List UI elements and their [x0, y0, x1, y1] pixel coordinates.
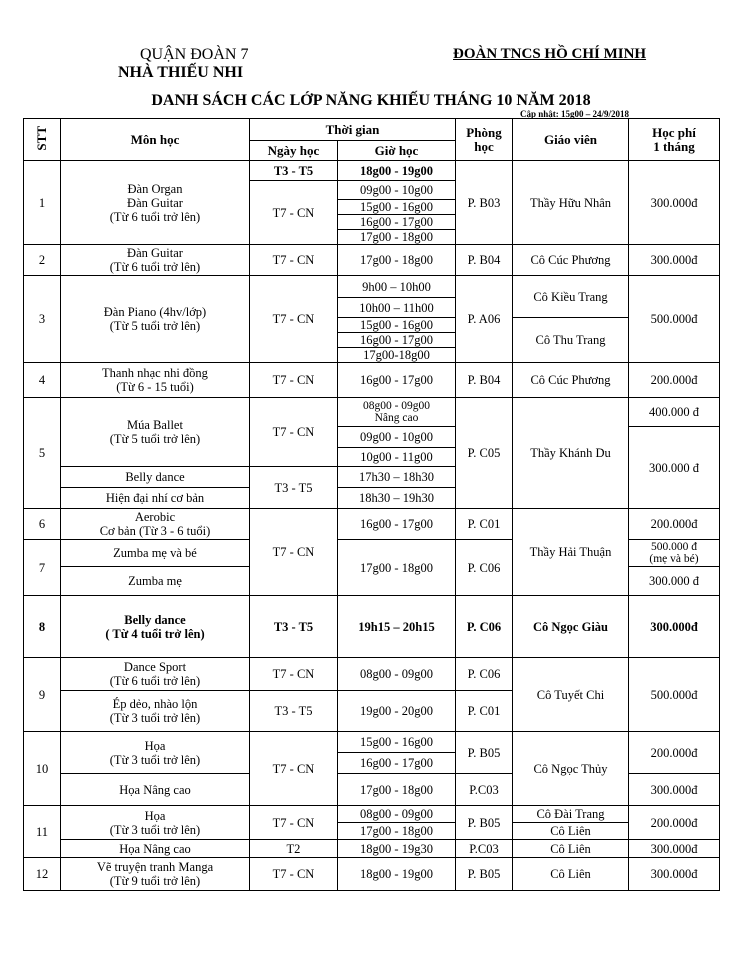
day-cell: T7 - CN [250, 732, 338, 806]
teacher-cell: Cô Ngọc Giàu [513, 596, 629, 658]
hour-cell: 18g00 - 19g00 [338, 858, 456, 891]
room-cell: P. C06 [456, 540, 513, 596]
fee-cell: 500.000đ [629, 276, 720, 363]
hour-cell: 9h00 – 10h00 [338, 276, 456, 298]
fee-cell: 300.000đ [629, 161, 720, 245]
day-cell: T7 - CN [250, 658, 338, 691]
subject-cell: Họa (Từ 3 tuổi trở lên) [61, 732, 250, 774]
stt-cell: 6 [24, 509, 61, 540]
hour-cell: 16g00 - 17g00 [338, 215, 456, 230]
room-cell: P. C06 [456, 596, 513, 658]
subject-cell: Hiện đại nhí cơ bản [61, 488, 250, 509]
teacher-cell: Cô Kiều Trang [513, 276, 629, 318]
stt-cell: 10 [24, 732, 61, 806]
hour-cell: 17g00 - 18g00 [338, 540, 456, 596]
fee-cell: 300.000 đ [629, 427, 720, 509]
hour-cell: 18g00 - 19g30 [338, 840, 456, 858]
stt-cell: 12 [24, 858, 61, 891]
room-cell: P. B05 [456, 806, 513, 840]
hour-cell: 15g00 - 16g00 [338, 200, 456, 215]
subject-cell: Múa Ballet (Từ 5 tuổi trở lên) [61, 398, 250, 467]
fee-cell: 400.000 đ [629, 398, 720, 427]
day-cell: T7 - CN [250, 858, 338, 891]
room-cell: P. C01 [456, 691, 513, 732]
subject-cell: Họa Nâng cao [61, 840, 250, 858]
room-cell: P. B03 [456, 161, 513, 245]
teacher-cell: Thầy Hải Thuận [513, 509, 629, 596]
teacher-cell: Cô Liên [513, 858, 629, 891]
stt-cell: 3 [24, 276, 61, 363]
subject-cell: Vẽ truyện tranh Manga (Từ 9 tuổi trở lên) [61, 858, 250, 891]
hour-cell: 08g00 - 09g00 [338, 806, 456, 823]
table-row [24, 658, 720, 691]
room-cell: P. B05 [456, 732, 513, 774]
subject-cell: Belly dance [61, 467, 250, 488]
teacher-cell: Cô Cúc Phương [513, 363, 629, 398]
room-cell: P. A06 [456, 276, 513, 363]
day-cell: T7 - CN [250, 509, 338, 596]
col-time: Thời gian [250, 119, 456, 141]
hour-cell: 16g00 - 17g00 [338, 333, 456, 348]
table-header-row [24, 119, 720, 141]
stt-cell: 5 [24, 398, 61, 509]
hour-cell: 08g00 - 09g00 Nâng cao [338, 398, 456, 427]
day-cell: T3 - T5 [250, 467, 338, 509]
subject-cell: Aerobic Cơ bản (Từ 3 - 6 tuổi) [61, 509, 250, 540]
hour-cell: 18g00 - 19g00 [338, 161, 456, 181]
class-schedule-table [23, 118, 720, 891]
subject-cell: Họa Nâng cao [61, 774, 250, 806]
col-hour: Giờ học [338, 141, 456, 161]
hour-cell: 16g00 - 17g00 [338, 753, 456, 774]
fee-cell: 200.000đ [629, 806, 720, 840]
room-cell: P. B04 [456, 245, 513, 276]
col-fee: Học phí 1 tháng [629, 119, 720, 161]
day-cell: T7 - CN [250, 363, 338, 398]
org-name-line2: NHÀ THIẾU NHI [118, 64, 244, 81]
day-cell: T7 - CN [250, 806, 338, 840]
day-cell: T3 - T5 [250, 161, 338, 181]
stt-cell: 7 [24, 540, 61, 596]
room-cell: P. C05 [456, 398, 513, 509]
table-row [24, 363, 720, 398]
col-stt: STT [24, 119, 61, 161]
hour-cell: 15g00 - 16g00 [338, 318, 456, 333]
hour-cell: 10h00 – 11h00 [338, 298, 456, 318]
fee-cell: 300.000 đ [629, 567, 720, 596]
org-name-line1: QUẬN ĐOÀN 7 [140, 46, 249, 63]
day-cell: T3 - T5 [250, 691, 338, 732]
hour-cell: 17g00 - 18g00 [338, 245, 456, 276]
teacher-cell: Thầy Hữu Nhân [513, 161, 629, 245]
page-title: DANH SÁCH CÁC LỚP NĂNG KHIẾU THÁNG 10 NĂM 2018 [151, 92, 591, 109]
fee-cell: 300.000đ [629, 245, 720, 276]
hour-cell: 09g00 - 10g00 [338, 181, 456, 200]
hour-cell: 10g00 - 11g00 [338, 448, 456, 467]
hour-cell: 16g00 - 17g00 [338, 363, 456, 398]
day-cell: T7 - CN [250, 398, 338, 467]
hour-cell: 08g00 - 09g00 [338, 658, 456, 691]
hour-cell: 17g00 - 18g00 [338, 823, 456, 840]
teacher-cell: Thầy Khánh Du [513, 398, 629, 509]
hour-cell: 19h15 – 20h15 [338, 596, 456, 658]
table-row [24, 858, 720, 891]
day-cell: T7 - CN [250, 276, 338, 363]
union-name: ĐOÀN TNCS HỒ CHÍ MINH [453, 46, 647, 62]
room-cell: P.C03 [456, 840, 513, 858]
room-cell: P.C03 [456, 774, 513, 806]
day-cell: T3 - T5 [250, 596, 338, 658]
fee-cell: 200.000đ [629, 509, 720, 540]
subject-cell: Đàn Organ Đàn Guitar (Từ 6 tuổi trở lên) [61, 161, 250, 245]
hour-cell: 16g00 - 17g00 [338, 509, 456, 540]
teacher-cell: Cô Tuyết Chi [513, 658, 629, 732]
table-row [24, 732, 720, 753]
table-row [24, 509, 720, 540]
fee-cell: 500.000 đ (mẹ và bé) [629, 540, 720, 567]
col-day: Ngày học [250, 141, 338, 161]
table-row [24, 596, 720, 658]
subject-cell: Zumba mẹ [61, 567, 250, 596]
fee-cell: 300.000đ [629, 840, 720, 858]
room-cell: P. B04 [456, 363, 513, 398]
teacher-cell: Cô Ngọc Thủy [513, 732, 629, 806]
hour-cell: 09g00 - 10g00 [338, 427, 456, 448]
fee-cell: 300.000đ [629, 596, 720, 658]
table-row [24, 806, 720, 823]
subject-cell: Đàn Guitar (Từ 6 tuổi trở lên) [61, 245, 250, 276]
room-cell: P. C01 [456, 509, 513, 540]
hour-cell: 19g00 - 20g00 [338, 691, 456, 732]
col-subject: Môn học [61, 119, 250, 161]
hour-cell: 17g00-18g00 [338, 348, 456, 363]
hour-cell: 18h30 – 19h30 [338, 488, 456, 509]
day-cell: T2 [250, 840, 338, 858]
stt-cell: 1 [24, 161, 61, 245]
fee-cell: 200.000đ [629, 363, 720, 398]
hour-cell: 17g00 - 18g00 [338, 774, 456, 806]
day-cell: T7 - CN [250, 181, 338, 245]
hour-cell: 17h30 – 18h30 [338, 467, 456, 488]
table-row [24, 161, 720, 181]
teacher-cell: Cô Đài Trang [513, 806, 629, 823]
col-room: Phòng học [456, 119, 513, 161]
room-cell: P. C06 [456, 658, 513, 691]
hour-cell: 15g00 - 16g00 [338, 732, 456, 753]
room-cell: P. B05 [456, 858, 513, 891]
subject-cell: Ép dẻo, nhào lộn (Từ 3 tuổi trở lên) [61, 691, 250, 732]
table-row [24, 276, 720, 298]
table-row [24, 398, 720, 427]
stt-cell: 9 [24, 658, 61, 732]
subject-cell: Thanh nhạc nhi đồng (Từ 6 - 15 tuổi) [61, 363, 250, 398]
col-teacher: Giáo viên [513, 119, 629, 161]
subject-cell: Belly dance ( Từ 4 tuổi trở lên) [61, 596, 250, 658]
subject-cell: Zumba mẹ và bé [61, 540, 250, 567]
stt-cell: 2 [24, 245, 61, 276]
day-cell: T7 - CN [250, 245, 338, 276]
stt-cell: 8 [24, 596, 61, 658]
stt-cell: 11 [24, 806, 61, 858]
fee-cell: 500.000đ [629, 658, 720, 732]
stt-cell: 4 [24, 363, 61, 398]
fee-cell: 300.000đ [629, 858, 720, 891]
table-row [24, 245, 720, 276]
fee-cell: 300.000đ [629, 774, 720, 806]
teacher-cell: Cô Cúc Phương [513, 245, 629, 276]
subject-cell: Đàn Piano (4hv/lớp) (Từ 5 tuổi trở lên) [61, 276, 250, 363]
fee-cell: 200.000đ [629, 732, 720, 774]
hour-cell: 17g00 - 18g00 [338, 230, 456, 245]
subject-cell: Dance Sport (Từ 6 tuổi trở lên) [61, 658, 250, 691]
subject-cell: Họa (Từ 3 tuổi trở lên) [61, 806, 250, 840]
teacher-cell: Cô Thu Trang [513, 318, 629, 363]
teacher-cell: Cô Liên [513, 823, 629, 840]
updated-note: Cập nhật: 15g00 – 24/9/2018 [520, 109, 630, 119]
teacher-cell: Cô Liên [513, 840, 629, 858]
